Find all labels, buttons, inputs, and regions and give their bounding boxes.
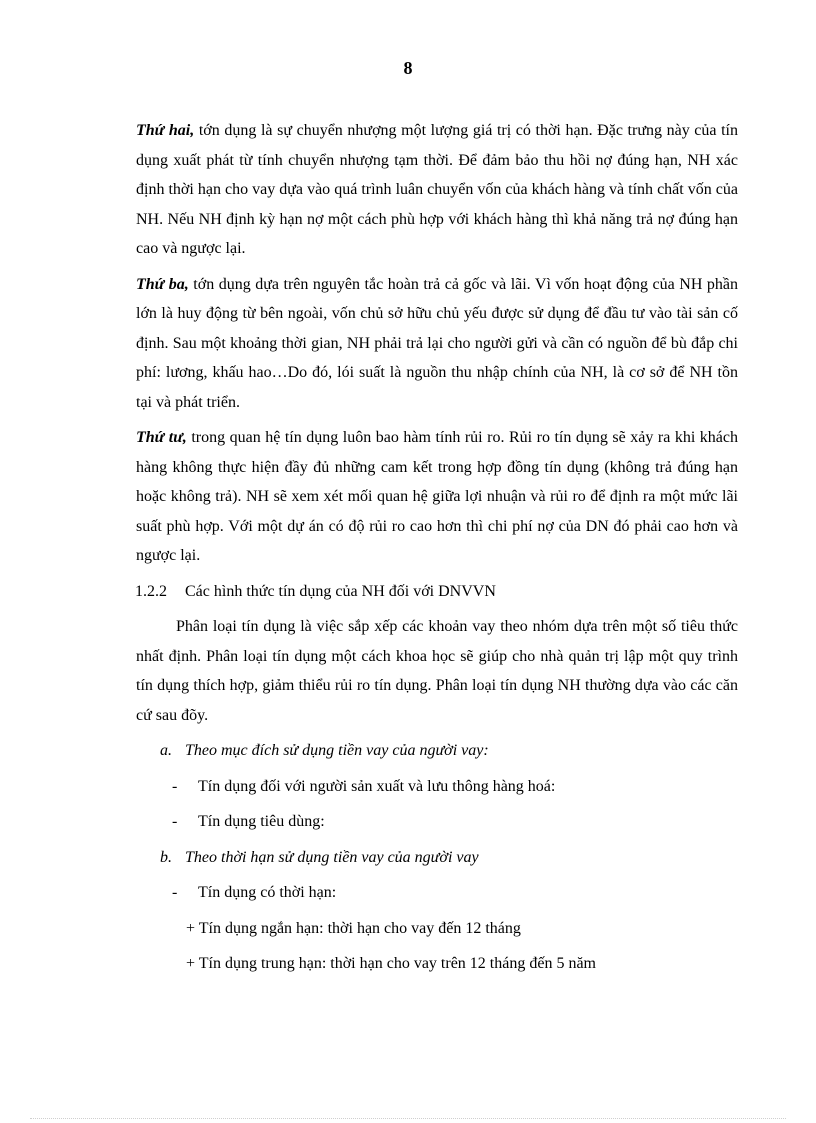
list-marker: - [172,884,178,901]
sub-list-item: + Tín dụng trung hạn: thời hạn cho vay trên 12 tháng đến 5 năm [186,955,596,972]
paragraph-text: tớn dụng là sự chuyển nhượng một lượng giá trị có thời hạn. Đặc trưng này của tín dụng xuất phát từ tính chuyển nhượng tạm thời. Để đảm bảo thu hồi nợ đúng hạn, NH xác định thời hạn cho vay dựa vào quá trình luân chuyển vốn của khách hàng và tính chất vốn của NH. Nếu NH định kỳ hạn nợ một cách phù hợp với khách hàng thì khả năng trả nợ đúng hạn cao và ngược lại. [136,122,739,257]
page-bottom-rule [30,1118,786,1119]
paragraph-thu-ba [136,270,738,418]
list-item-text: Tín dụng đối với người sản xuất và lưu thông hàng hoá: [198,777,556,795]
section-title: Các hình thức tín dụng của NH đối với DNVVN [185,582,496,600]
intro-paragraph: Phân loại tín dụng là việc sắp xếp các khoản vay theo nhóm dựa trên một số tiêu thức nhất định. Phân loại tín dụng một cách khoa học sẽ giúp cho nhà quản trị lập một quy trình tín dụng thích hợp, giảm thiểu rủi ro tín dụng. Phân loại tín dụng NH thường dựa vào các căn cứ sau đõy. [136,618,738,724]
section-heading [135,577,738,607]
paragraph-thu-hai [136,116,738,264]
paragraph-thu-tu [136,423,738,571]
page-number: 8 [403,58,413,78]
paragraph-text: tớn dụng dựa trên nguyên tắc hoàn trả cả gốc và lãi. Vì vốn hoạt động của NH phần lớn là huy động từ bên ngoài, vốn chủ sở hữu chủ yếu được sử dụng để đầu tư vào tài sản cố định. Sau một khoảng thời gian, NH phải trả lại cho người gửi và cần có nguồn để bù đắp chi phí: lương, khấu hao…Do đó, lói suất là nguồn thu nhập chính của NH, là cơ sở để NH tồn tại và phát triển. [136,275,738,411]
list-heading-b [136,843,738,873]
list-heading-a [136,736,738,766]
list-marker: - [172,813,178,830]
list-marker: b. [160,848,172,866]
list-item [136,772,738,802]
list-title: Theo mục đích sử dụng tiền vay của người vay: [185,742,489,759]
paragraph-lead: Thứ tư, [136,429,187,446]
list-marker: - [172,777,178,795]
list-item [136,878,738,908]
list-item-text: Tín dụng có thời hạn: [198,884,337,901]
document-body [136,116,738,985]
sub-list-item: + Tín dụng ngắn hạn: thời hạn cho vay đến 12 tháng [186,919,521,937]
paragraph-lead: Thứ hai, [136,122,195,139]
paragraph-text: trong quan hệ tín dụng luôn bao hàm tính rủi ro. Rủi ro tín dụng sẽ xảy ra khi khách hàng không thực hiện đầy đủ những cam kết trong hợp đồng tín dụng (không trả đúng hạn hoặc không trả). NH sẽ xem xét mối quan hệ giữa lợi nhuận và rủi ro để định ra một mức lãi suất phù hợp. Với một dự án có độ rủi ro cao hơn thì chi phí nợ của DN đó phải cao hơn và ngược lại. [136,429,738,564]
section-number: 1.2.2 [135,582,167,600]
paragraph-lead: Thứ ba, [136,275,189,293]
list-item [136,807,738,837]
list-marker: a. [160,742,172,759]
list-item-text: Tín dụng tiêu dùng: [198,813,325,830]
list-title: Theo thời hạn sử dụng tiền vay của người vay [185,848,479,866]
